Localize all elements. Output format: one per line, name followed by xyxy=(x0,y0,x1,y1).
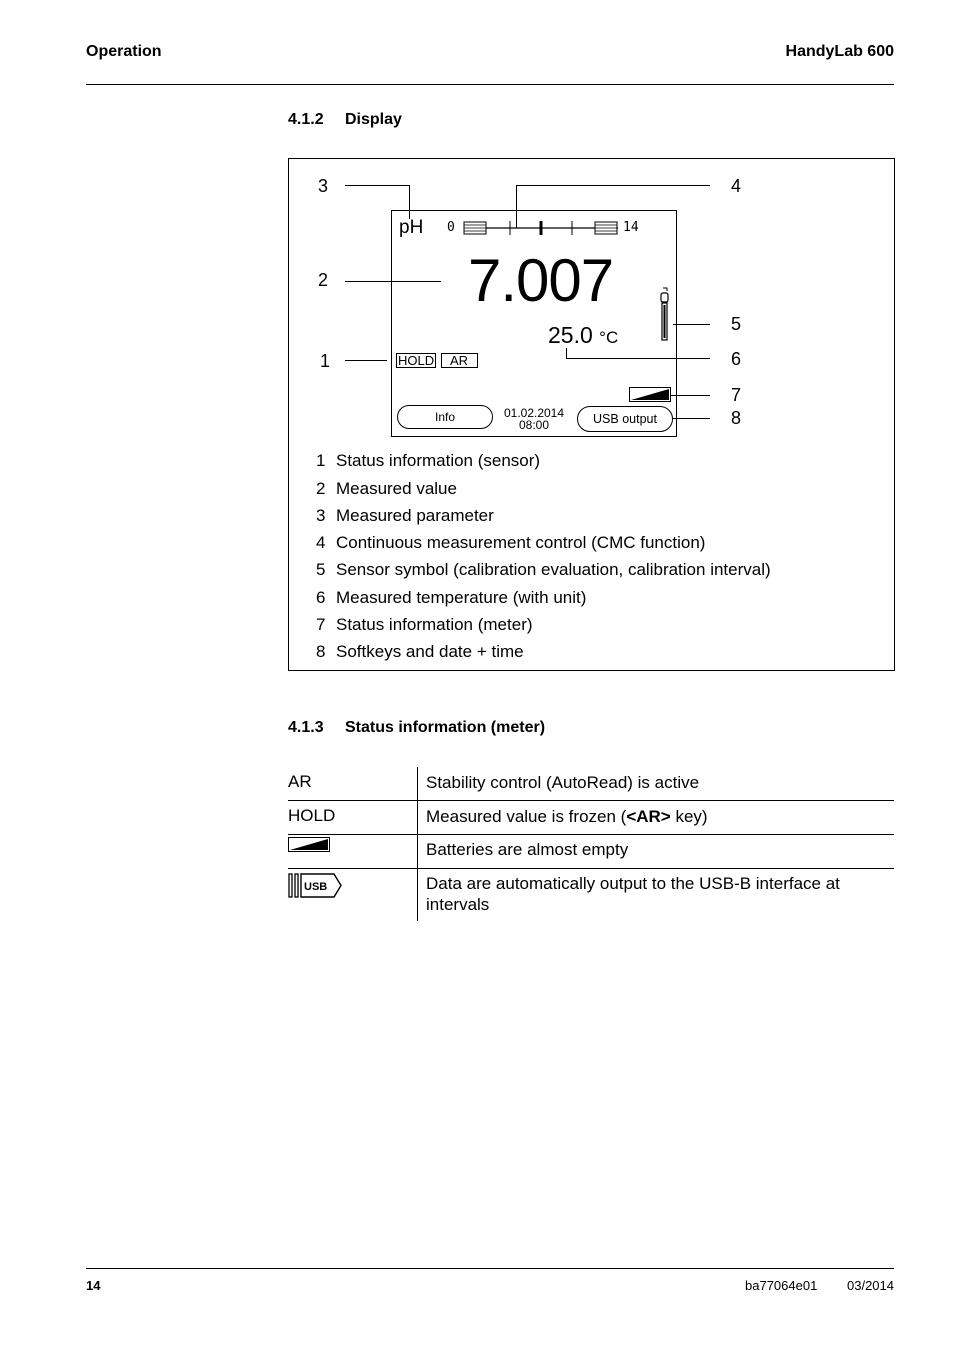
callout-4: 4 xyxy=(731,176,742,196)
callout-line-8 xyxy=(673,418,710,419)
table-rule xyxy=(288,868,894,869)
legend-item: 5 Sensor symbol (calibration evaluation, calibration interval) xyxy=(316,560,771,579)
page-number: 14 xyxy=(86,1278,101,1293)
usb-icon-label: USB xyxy=(304,881,328,893)
header-rule xyxy=(86,84,894,85)
table-row xyxy=(288,839,894,867)
table-row xyxy=(288,873,894,918)
callout-1: 1 xyxy=(320,351,331,371)
softkey-info[interactable]: Info xyxy=(397,405,493,429)
callout-6: 6 xyxy=(731,349,742,369)
status-hold-badge: HOLD xyxy=(398,353,435,368)
section-number: 4.1.3 xyxy=(288,719,324,736)
legend-item: 1 Status information (sensor) xyxy=(316,451,541,470)
table-row xyxy=(288,772,894,800)
legend-item: 2 Measured value xyxy=(316,479,457,498)
status-description: Data are automatically output to the USB-B interface at intervals xyxy=(426,874,840,914)
callout-5: 5 xyxy=(731,314,742,334)
date-time xyxy=(498,407,570,431)
running-header-left: Operation xyxy=(86,43,162,60)
table-rule xyxy=(288,800,894,801)
measured-parameter: pH xyxy=(399,217,424,238)
legend-item: 3 Measured parameter xyxy=(316,506,494,525)
footer-rule xyxy=(86,1268,894,1269)
measured-temperature xyxy=(548,322,618,349)
measured-value: 7.007 xyxy=(468,247,614,314)
status-key: AR xyxy=(288,772,312,791)
status-description: Batteries are almost empty xyxy=(426,840,629,859)
table-row xyxy=(288,806,894,834)
legend-item: 7 Status information (meter) xyxy=(316,615,533,634)
status-description: Measured value is frozen (<AR> key) xyxy=(426,807,708,826)
battery-status-icon xyxy=(629,387,671,402)
callout-3: 3 xyxy=(318,176,329,196)
callout-2: 2 xyxy=(318,270,329,290)
callout-line-4 xyxy=(516,185,710,186)
section-heading: Status information (meter) xyxy=(345,719,546,736)
meter-screen xyxy=(391,210,677,437)
scale-max: 14 xyxy=(623,220,639,235)
sensor-symbol-icon xyxy=(658,287,672,342)
status-description: Stability control (AutoRead) is active xyxy=(426,773,700,792)
temperature-unit: °C xyxy=(599,328,619,347)
document-id: ba77064e01 xyxy=(745,1278,818,1293)
document-date: 03/2014 xyxy=(847,1278,894,1293)
usb-output-icon xyxy=(288,872,344,902)
status-ar-badge: AR xyxy=(441,353,478,368)
section-heading: Display xyxy=(345,111,402,128)
callout-7: 7 xyxy=(731,385,742,405)
callout-line-1 xyxy=(345,360,387,361)
battery-low-icon xyxy=(288,837,331,853)
callout-line-3 xyxy=(345,185,410,186)
callout-line-5 xyxy=(673,324,710,325)
cmc-bar-icon xyxy=(462,219,620,237)
display-date: 01.02.2014 xyxy=(503,406,565,420)
callout-8: 8 xyxy=(731,408,742,428)
status-key: HOLD xyxy=(288,806,336,825)
legend-item: 4 Continuous measurement control (CMC function) xyxy=(316,533,706,552)
legend-item: 8 Softkeys and date + time xyxy=(316,642,524,661)
section-title-status xyxy=(288,719,545,737)
legend-item: 6 Measured temperature (with unit) xyxy=(316,588,587,607)
table-rule xyxy=(288,834,894,835)
section-number: 4.1.2 xyxy=(288,111,324,128)
display-time: 08:00 xyxy=(518,418,550,432)
running-header-right: HandyLab 600 xyxy=(785,43,894,60)
temperature-value: 25.0 xyxy=(548,322,593,348)
scale-min: 0 xyxy=(447,220,455,235)
section-title-display xyxy=(288,111,402,129)
softkey-usb-output[interactable]: USB output xyxy=(577,406,673,432)
